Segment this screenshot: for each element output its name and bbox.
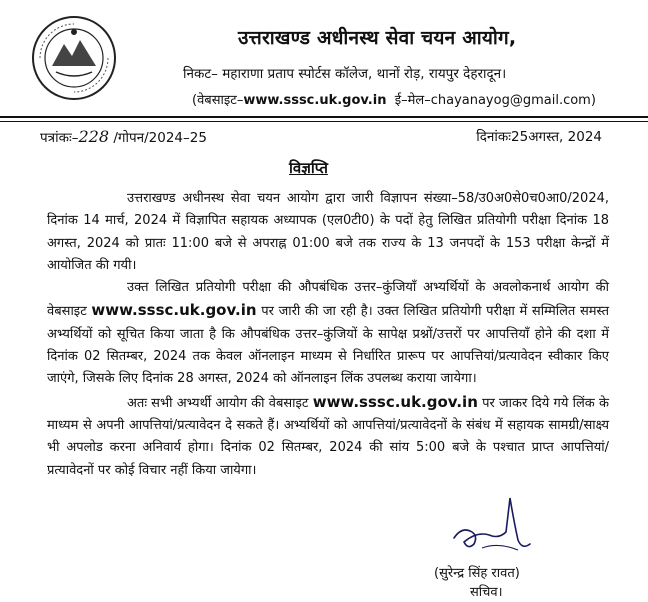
signature-icon — [448, 492, 538, 562]
header-divider — [0, 116, 648, 118]
website-link[interactable]: www.sssc.uk.gov.in — [243, 93, 387, 108]
paragraph-2-text-b: पर जारी की जा रही है। उक्त लिखित प्रतियोगी परीक्षा में सम्मिलित समस्त अभ्यर्थियों को सूचित किया जाता है कि औपबंधिक उत्तर–कुंजियों के सापेक्ष प्रश्नों/उत्तरों पर आपत्तियाँ होने की दशा में दिनांक 02 सितम्बर, 2024 तक केवल ऑनलाइन माध्यम से निर्धारित प्रारूप पर आपत्तियां/प्रत्यावेदन स्वीकार किए जाएंगे, जिसके लिए दिनांक 28 अगस्त, 2024 को ऑनलाइन लिंक उपलब्ध कराया जायेगा। — [47, 304, 609, 387]
paragraph-2 — [47, 277, 609, 390]
document-date: दिनांकः25अगस्त, 2024 — [476, 129, 602, 145]
signatory-designation: सचिव। — [470, 585, 503, 600]
paragraph-1: उत्तराखण्ड अधीनस्थ सेवा चयन आयोग द्वारा जारी विज्ञापन संख्या–58/उ0अ0से0च0आ0/2024, दिनांक 14 मार्च, 2024 में विज्ञापित सहायक अध्यापक (एल0टी0) के पदों हेतु लिखित प्रतियोगी परीक्षा दिनांक 18 अगस्त, 2024 को प्रातः 11:00 बजे से अपराह्न 01:00 बजे तक राज्य के 13 जनपदों के 153 परीक्षा केन्द्रों में आयोजित की गयी। — [47, 191, 609, 273]
email-link[interactable]: chayanayog@gmail.com) — [430, 93, 596, 108]
paragraph-3 — [47, 391, 609, 482]
website-link-inline-2[interactable]: www.sssc.uk.gov.in — [312, 392, 478, 411]
org-title: उत्तराखण्ड अधीनस्थ सेवा चयन आयोग, — [238, 27, 517, 49]
reference-handwritten-number: 228 — [78, 127, 110, 146]
email-label: ई–मेल– — [394, 93, 431, 108]
org-contact — [192, 90, 596, 108]
signatory-name: (सुरेन्द्र सिंह रावत) — [434, 566, 520, 581]
notice-body — [47, 188, 609, 482]
org-address: निकट– महाराणा प्रताप स्पोर्टस कॉलेज, थानों रोड़, रायपुर देहरादून। — [183, 66, 507, 82]
header-divider-thin — [0, 121, 648, 122]
reference-prefix: पत्रांकः– — [40, 130, 79, 146]
page-title: विज्ञप्ति — [289, 159, 328, 177]
paragraph-2-text-a: उक्त लिखित प्रतियोगी परीक्षा की औपबंधिक उत्तर–कुंजियाँ अभ्यर्थियों के अवलोकनार्थ आयोग की वेबसाइट — [47, 280, 609, 320]
paragraph-3-text-a: अतः सभी अभ्यर्थी आयोग की वेबसाइट — [127, 395, 309, 411]
website-label: (वेबसाइट– — [192, 93, 244, 108]
website-link-inline[interactable]: www.sssc.uk.gov.in — [91, 301, 257, 320]
commission-emblem-icon — [30, 14, 118, 102]
reference-number — [40, 127, 207, 146]
paragraph-3-text-b: पर जाकर दिये गये लिंक के माध्यम से अपनी आपत्तियां/प्रत्यावेदन दे सकते हैं। अभ्यर्थियों को आपत्तियां/प्रत्यावेदनों के संबंध में सहायक सामग्री/साक्ष्य भी अपलोड करना अनिवार्य होगा। दिनांक 02 सितम्बर, 2024 की सांय 5:00 बजे के पश्चात प्राप्त आपत्तियां/प्रत्यावेदनों पर कोई विचार नहीं किया जायेगा। — [47, 395, 609, 478]
reference-suffix: /गोपन/2024–25 — [113, 130, 207, 146]
